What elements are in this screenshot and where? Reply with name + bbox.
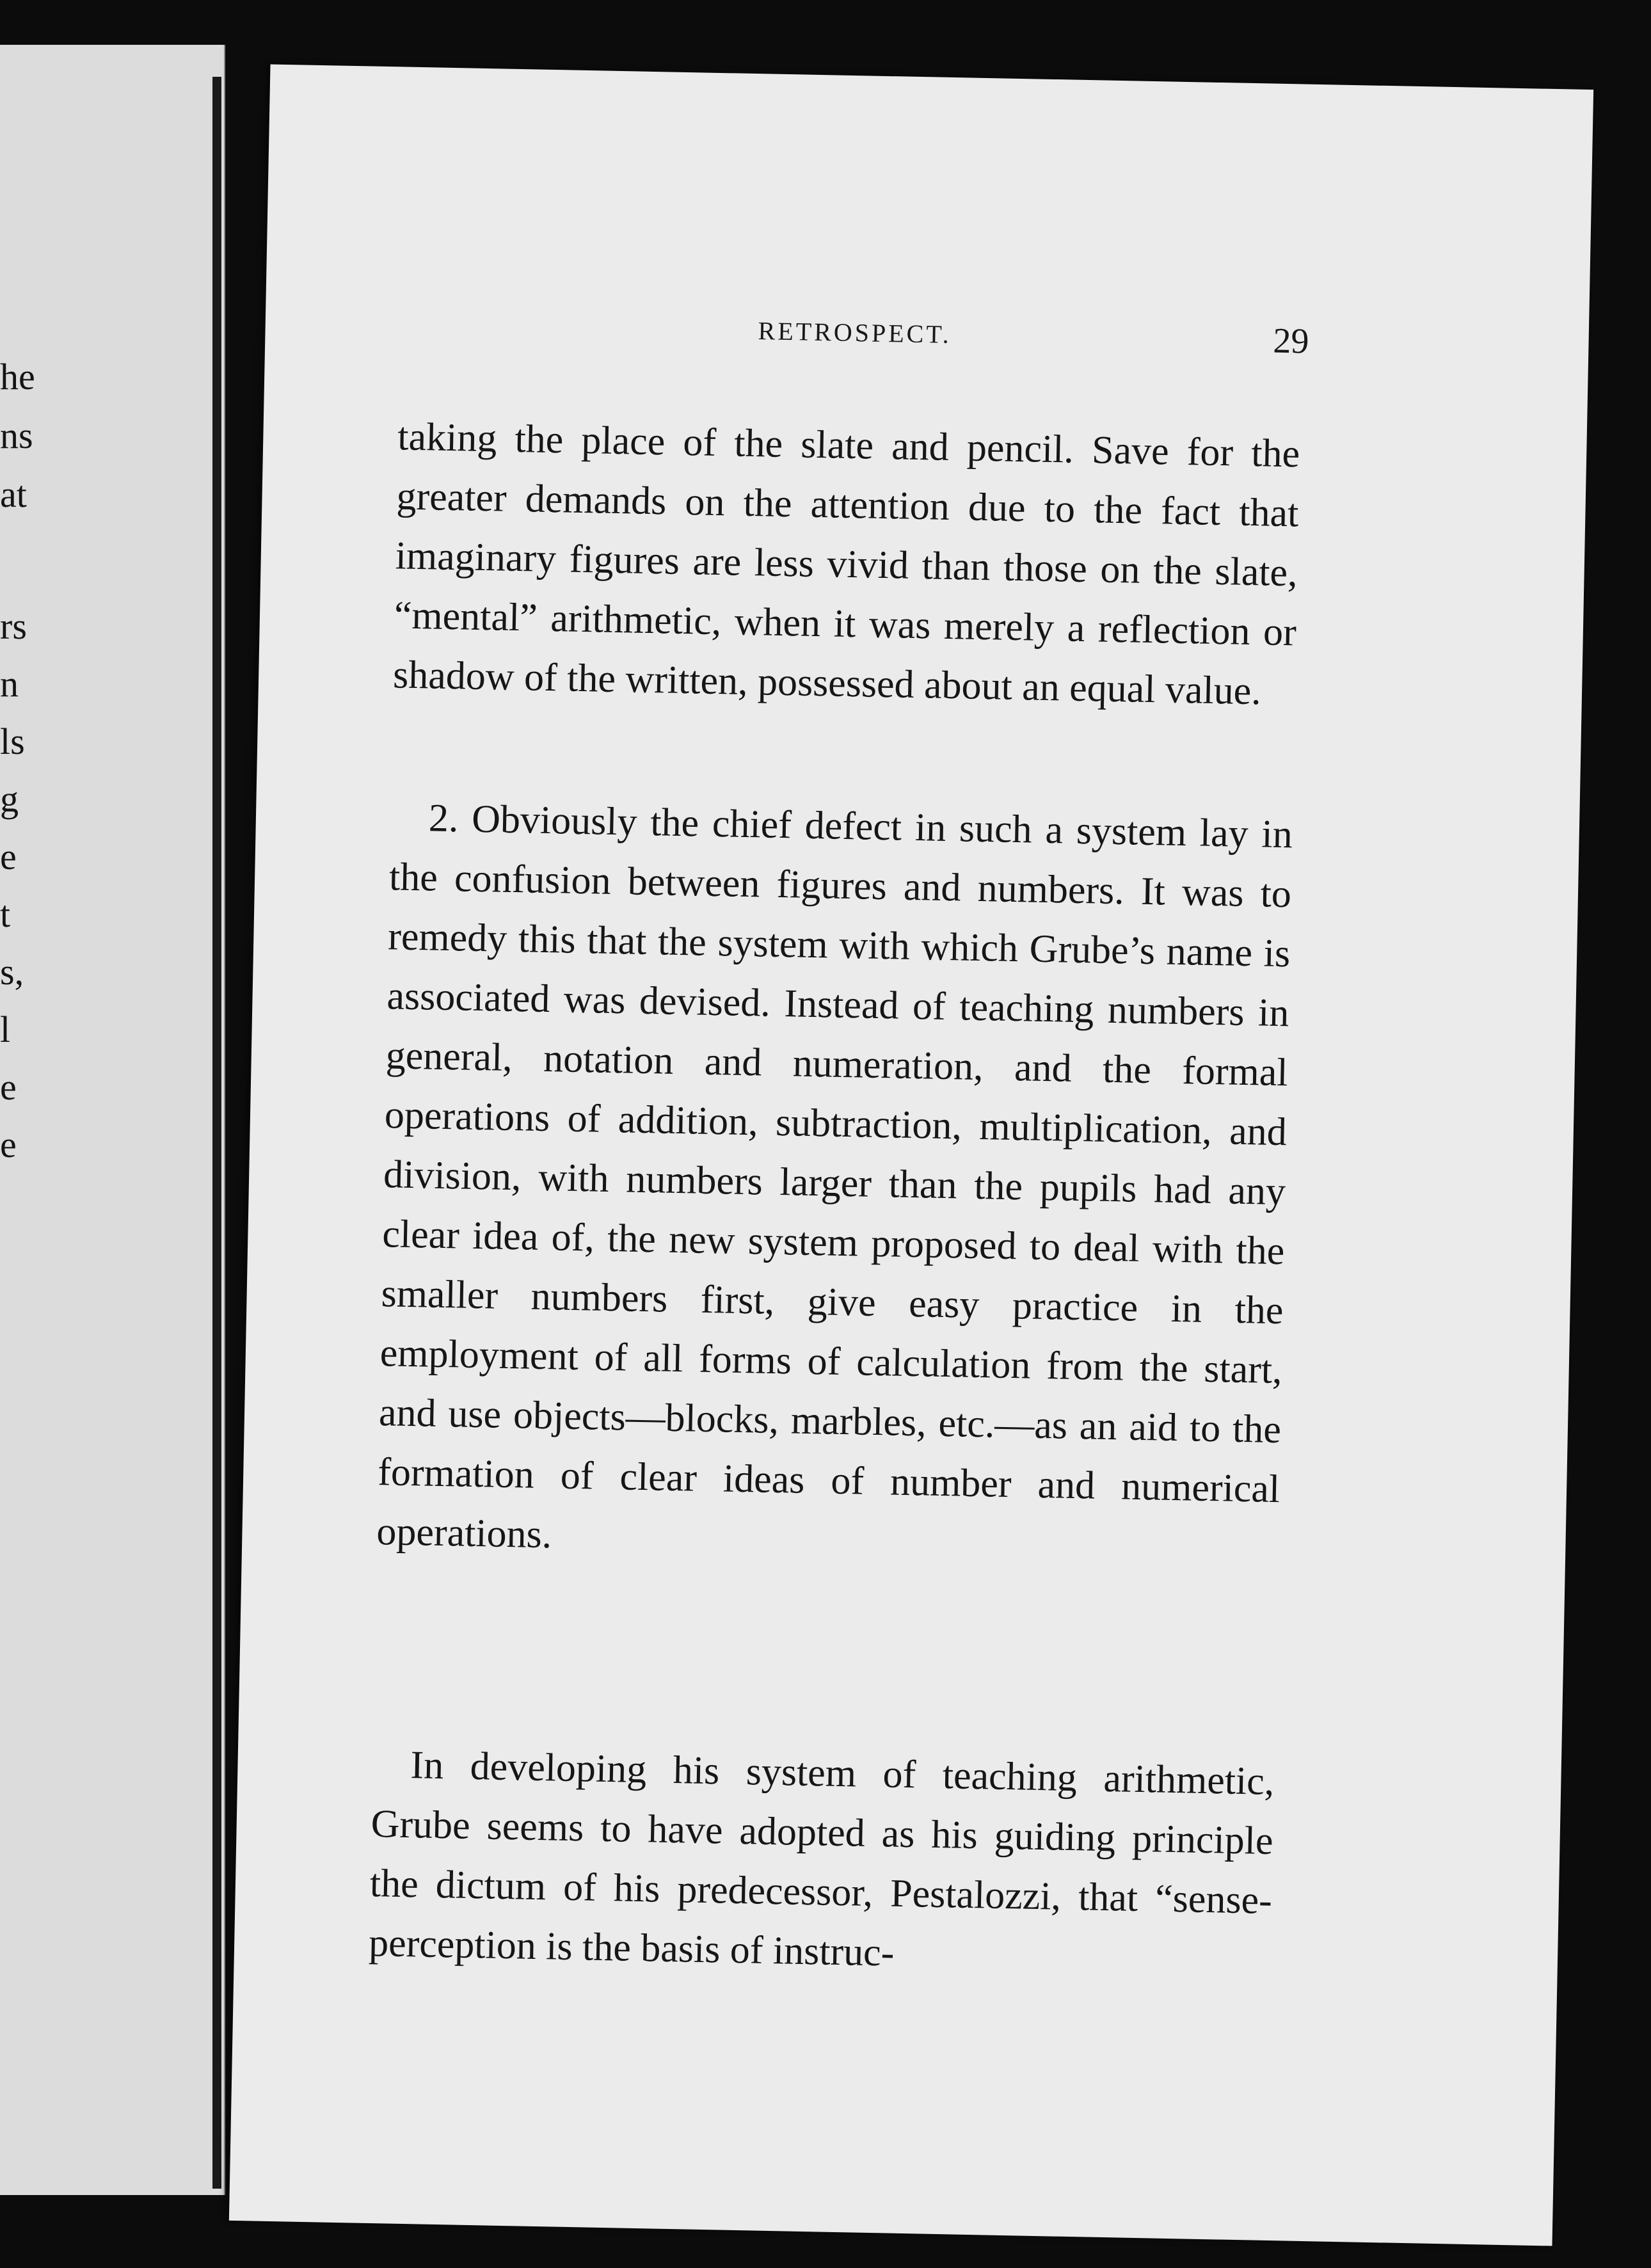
left-page-fragment: n — [0, 663, 19, 705]
left-page-fragment: s, — [0, 951, 24, 993]
book-spine — [212, 77, 221, 2189]
left-page-fragment: he — [0, 356, 35, 397]
left-page — [0, 45, 225, 2195]
page-number: 29 — [1272, 321, 1310, 362]
left-page-fragment: e — [0, 1066, 17, 1108]
paragraph: In developing his system of teaching arithmetic, Grube seems to have adopted as his guiding principle the dictum of his predecessor, Pestalozzi, that “sense-perception is the basis of instruc- — [368, 1743, 1275, 1975]
left-page-fragment: at — [0, 474, 27, 515]
running-head: RETROSPECT. — [758, 316, 952, 349]
left-page-fragment: t — [0, 893, 11, 935]
left-page-fragment: l — [0, 1009, 11, 1050]
paragraph: taking the place of the slate and pencil. Save for the greater demands on the attention due to the fact that imaginary figures are less vivid than those on the slate, “mental” arithmetic, when it was merely a reflection or shadow of the written, possessed about an equal value. — [392, 415, 1300, 714]
left-page-fragment: ls — [0, 721, 25, 762]
paragraph: 2. Obviously the chief defect in such a system lay in the confusion between figures and numbers. It was to remedy this that the system with which Grube’s name is associated was devised. Instead of teaching numbers in general, notation and numeration, and the formal operations of addition, subtraction, multiplication, and division, with numbers larger than the pupils had any clear idea of, the new system proposed to deal with the smaller numbers first, give easy practice in the employment of all forms of calculation from the start, and use objects—blocks, marbles, etc.—as an aid to the formation of clear ideas of number and numerical operations. — [376, 796, 1293, 1557]
left-page-fragment: e — [0, 1124, 17, 1165]
left-page-fragment: rs — [0, 605, 27, 647]
left-page-fragment: e — [0, 836, 17, 877]
left-page-fragment: ns — [0, 415, 33, 456]
left-page-fragment: g — [0, 778, 19, 820]
right-page — [229, 64, 1593, 2246]
